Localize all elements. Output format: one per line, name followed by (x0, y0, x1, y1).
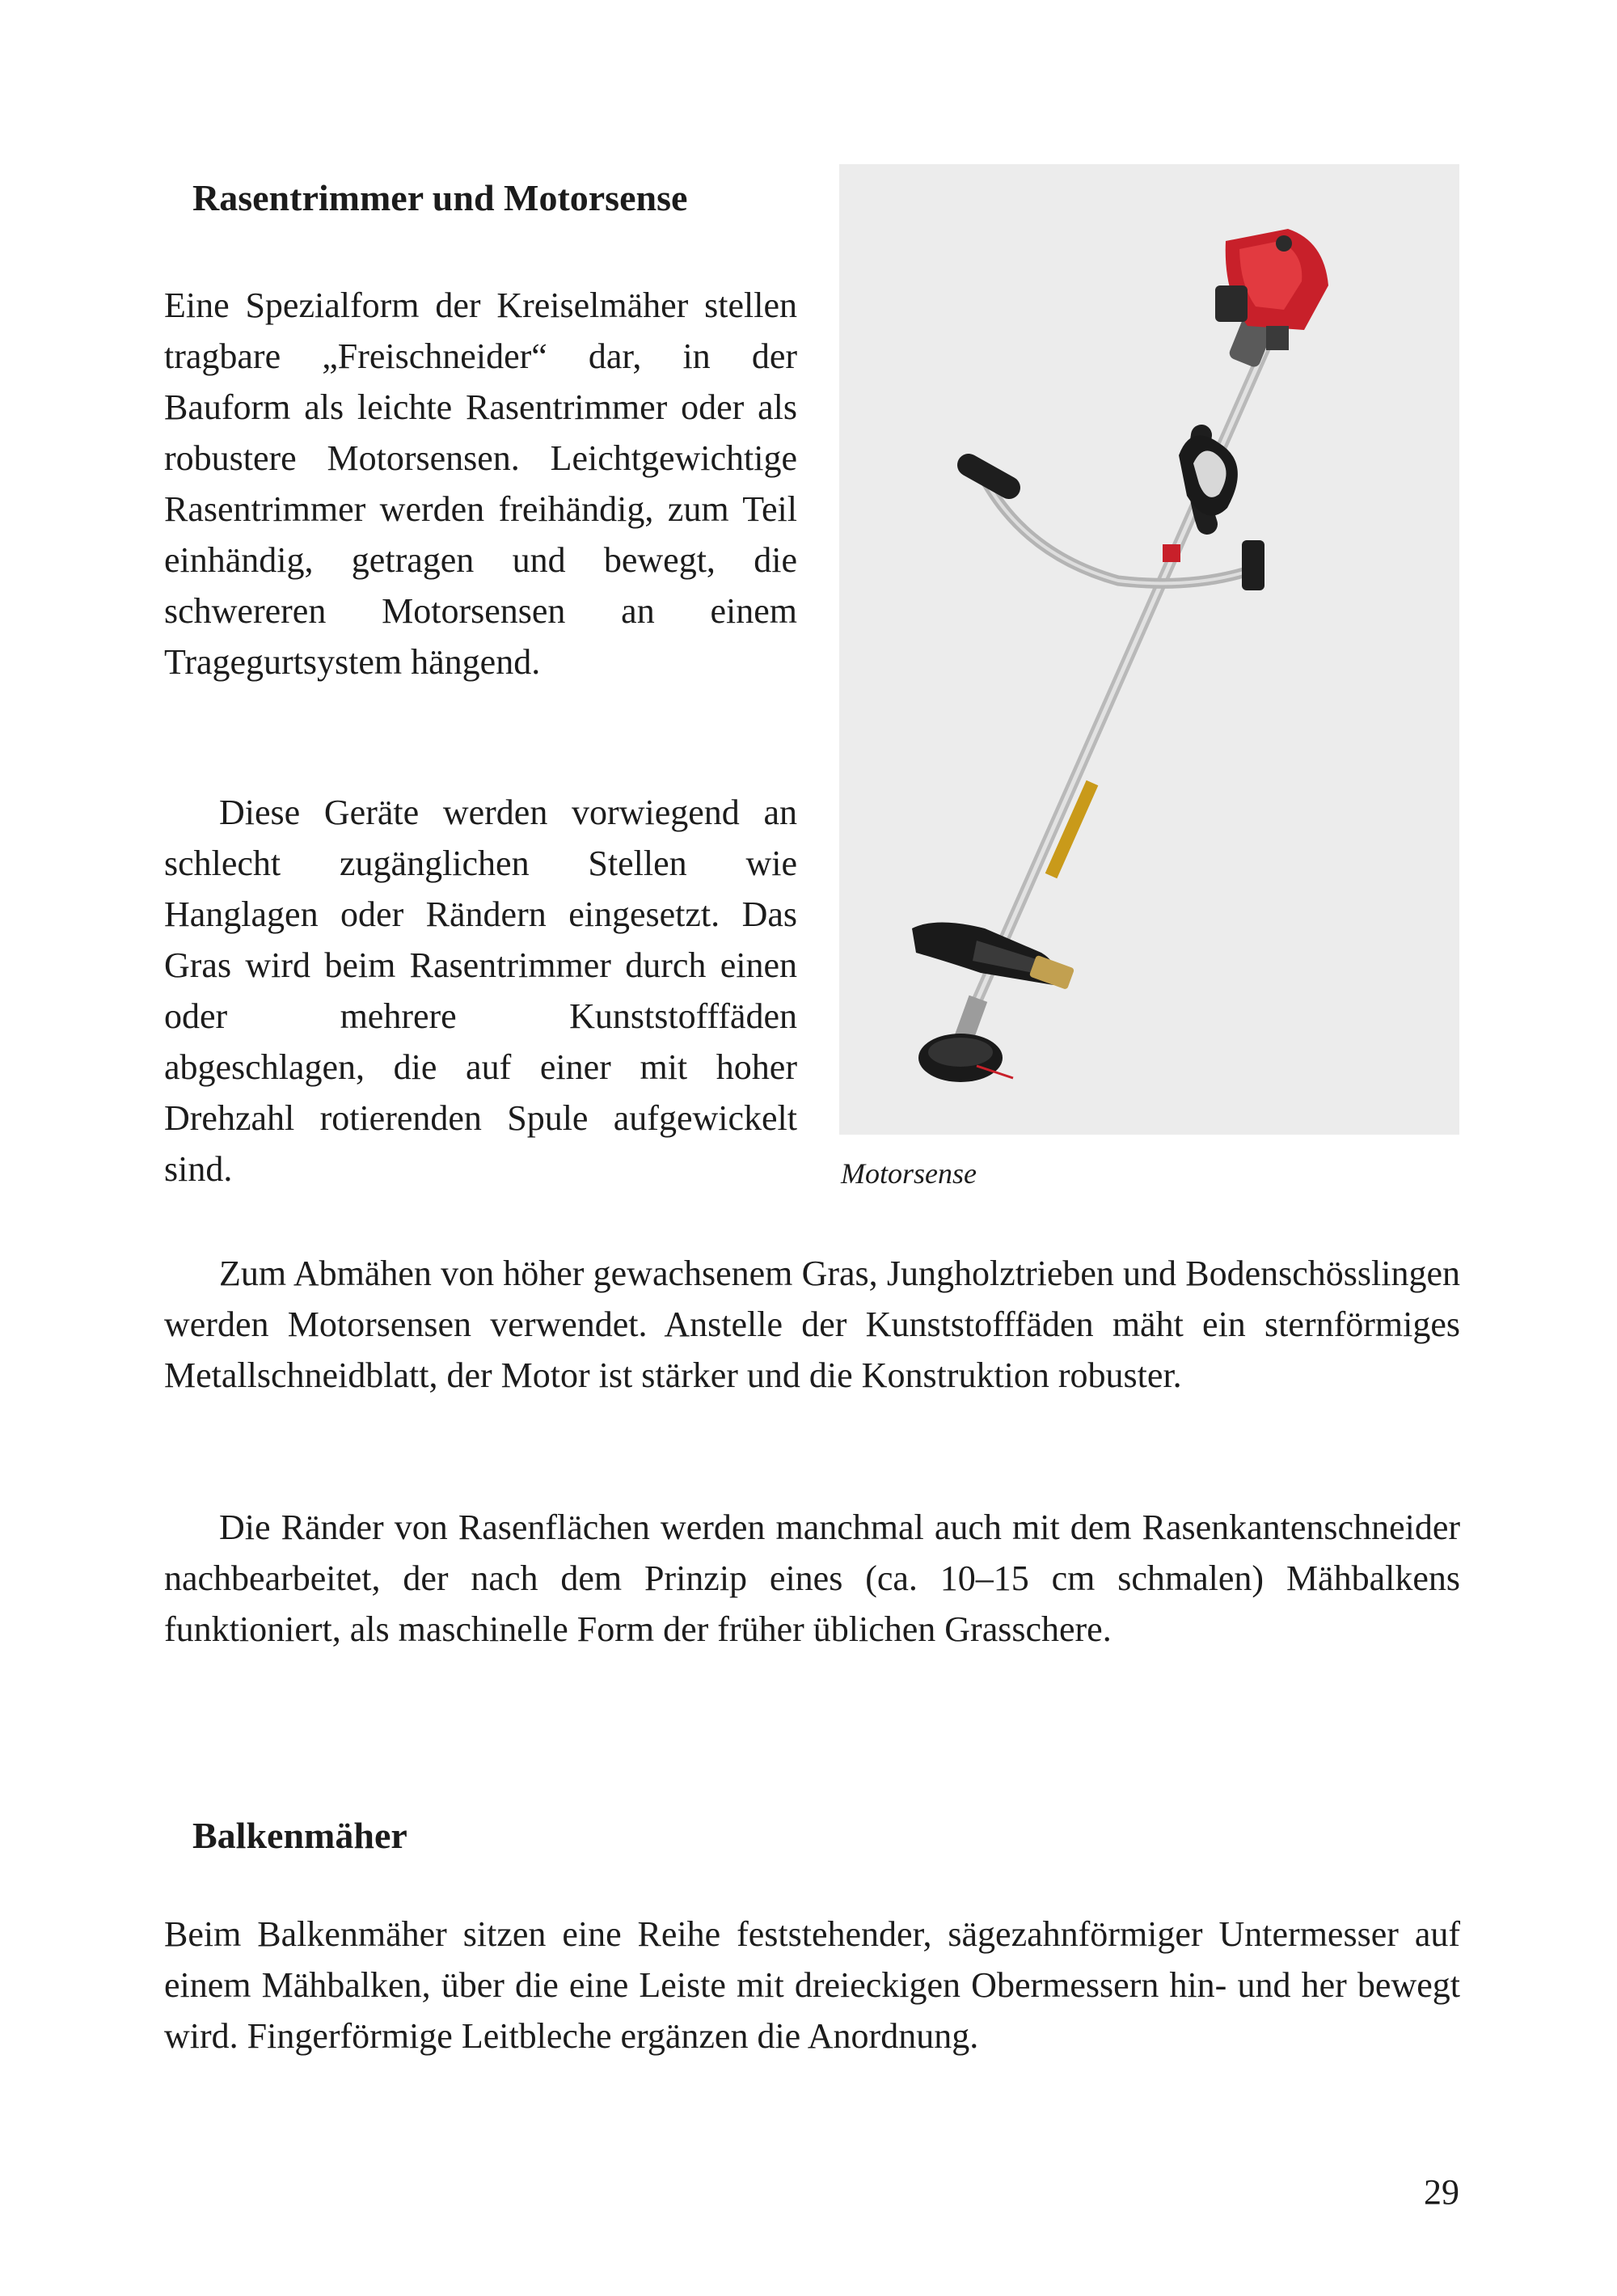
motorsense-photo (839, 164, 1459, 1135)
figure-caption: Motorsense (841, 1157, 977, 1190)
engine-unit (1215, 229, 1328, 369)
section-heading-rasentrimmer: Rasentrimmer und Motorsense (192, 177, 688, 218)
paragraph-motorsensen: Zum Abmähen von höher gewachsenem Gras, Jungholztrieben und Bodenschösslingen werden Motorsensen verwendet. Anstelle der Kunststofffäden mäht ein sternförmiges Metallschneidblatt, der Motor ist stärker und die Konstruktion robuster. (164, 1254, 1460, 1395)
paragraph-balkenmaeher: Beim Balkenmäher sitzen eine Reihe feststehender, sägezahnförmiger Untermesser auf einem Mähbalken, über die eine Leiste mit dreieckigen Obermessern hin- und her bewegt wird. Fingerförmige Leitbleche ergänzen die Anordnung. (164, 1914, 1460, 2056)
paragraph-freischneider: Eine Spezialform der Kreiselmäher stellen tragbare „Freischneider“ dar, in der Bauform als leichte Rasentrimmer oder als robustere Motorsensen. Leichtgewichtige Rasentrimmer werden freihändig, zum Teil einhändig, getragen und bewegt, die schwereren Motorsensen an einem Tragegurtsystem hängend. (164, 285, 797, 682)
paragraph-geraete-einsatz: Diese Geräte werden vorwiegend an schlecht zugänglichen Stellen wie Hanglagen oder Rändern eingesetzt. Das Gras wird beim Rasentrimmer durch einen oder mehrere Kunststofffäden abgeschlagen, die auf einer mit hoher Drehzahl rotierenden Spule aufgewickelt sind. (164, 793, 797, 1189)
paragraph-rasenkantenschneider: Die Ränder von Rasenflächen werden manchmal auch mit dem Rasenkantenschneider nachbearbeitet, der nach dem Prinzip eines (ca. 10–15 cm schmalen) Mähbalkens funktioniert, als maschinelle Form der früher üblichen Grasschere. (164, 1507, 1460, 1649)
motorsense-illustration (839, 164, 1459, 1135)
page-number: 29 (1424, 2172, 1459, 2212)
section-heading-balkenmaeher: Balkenmäher (192, 1815, 407, 1856)
